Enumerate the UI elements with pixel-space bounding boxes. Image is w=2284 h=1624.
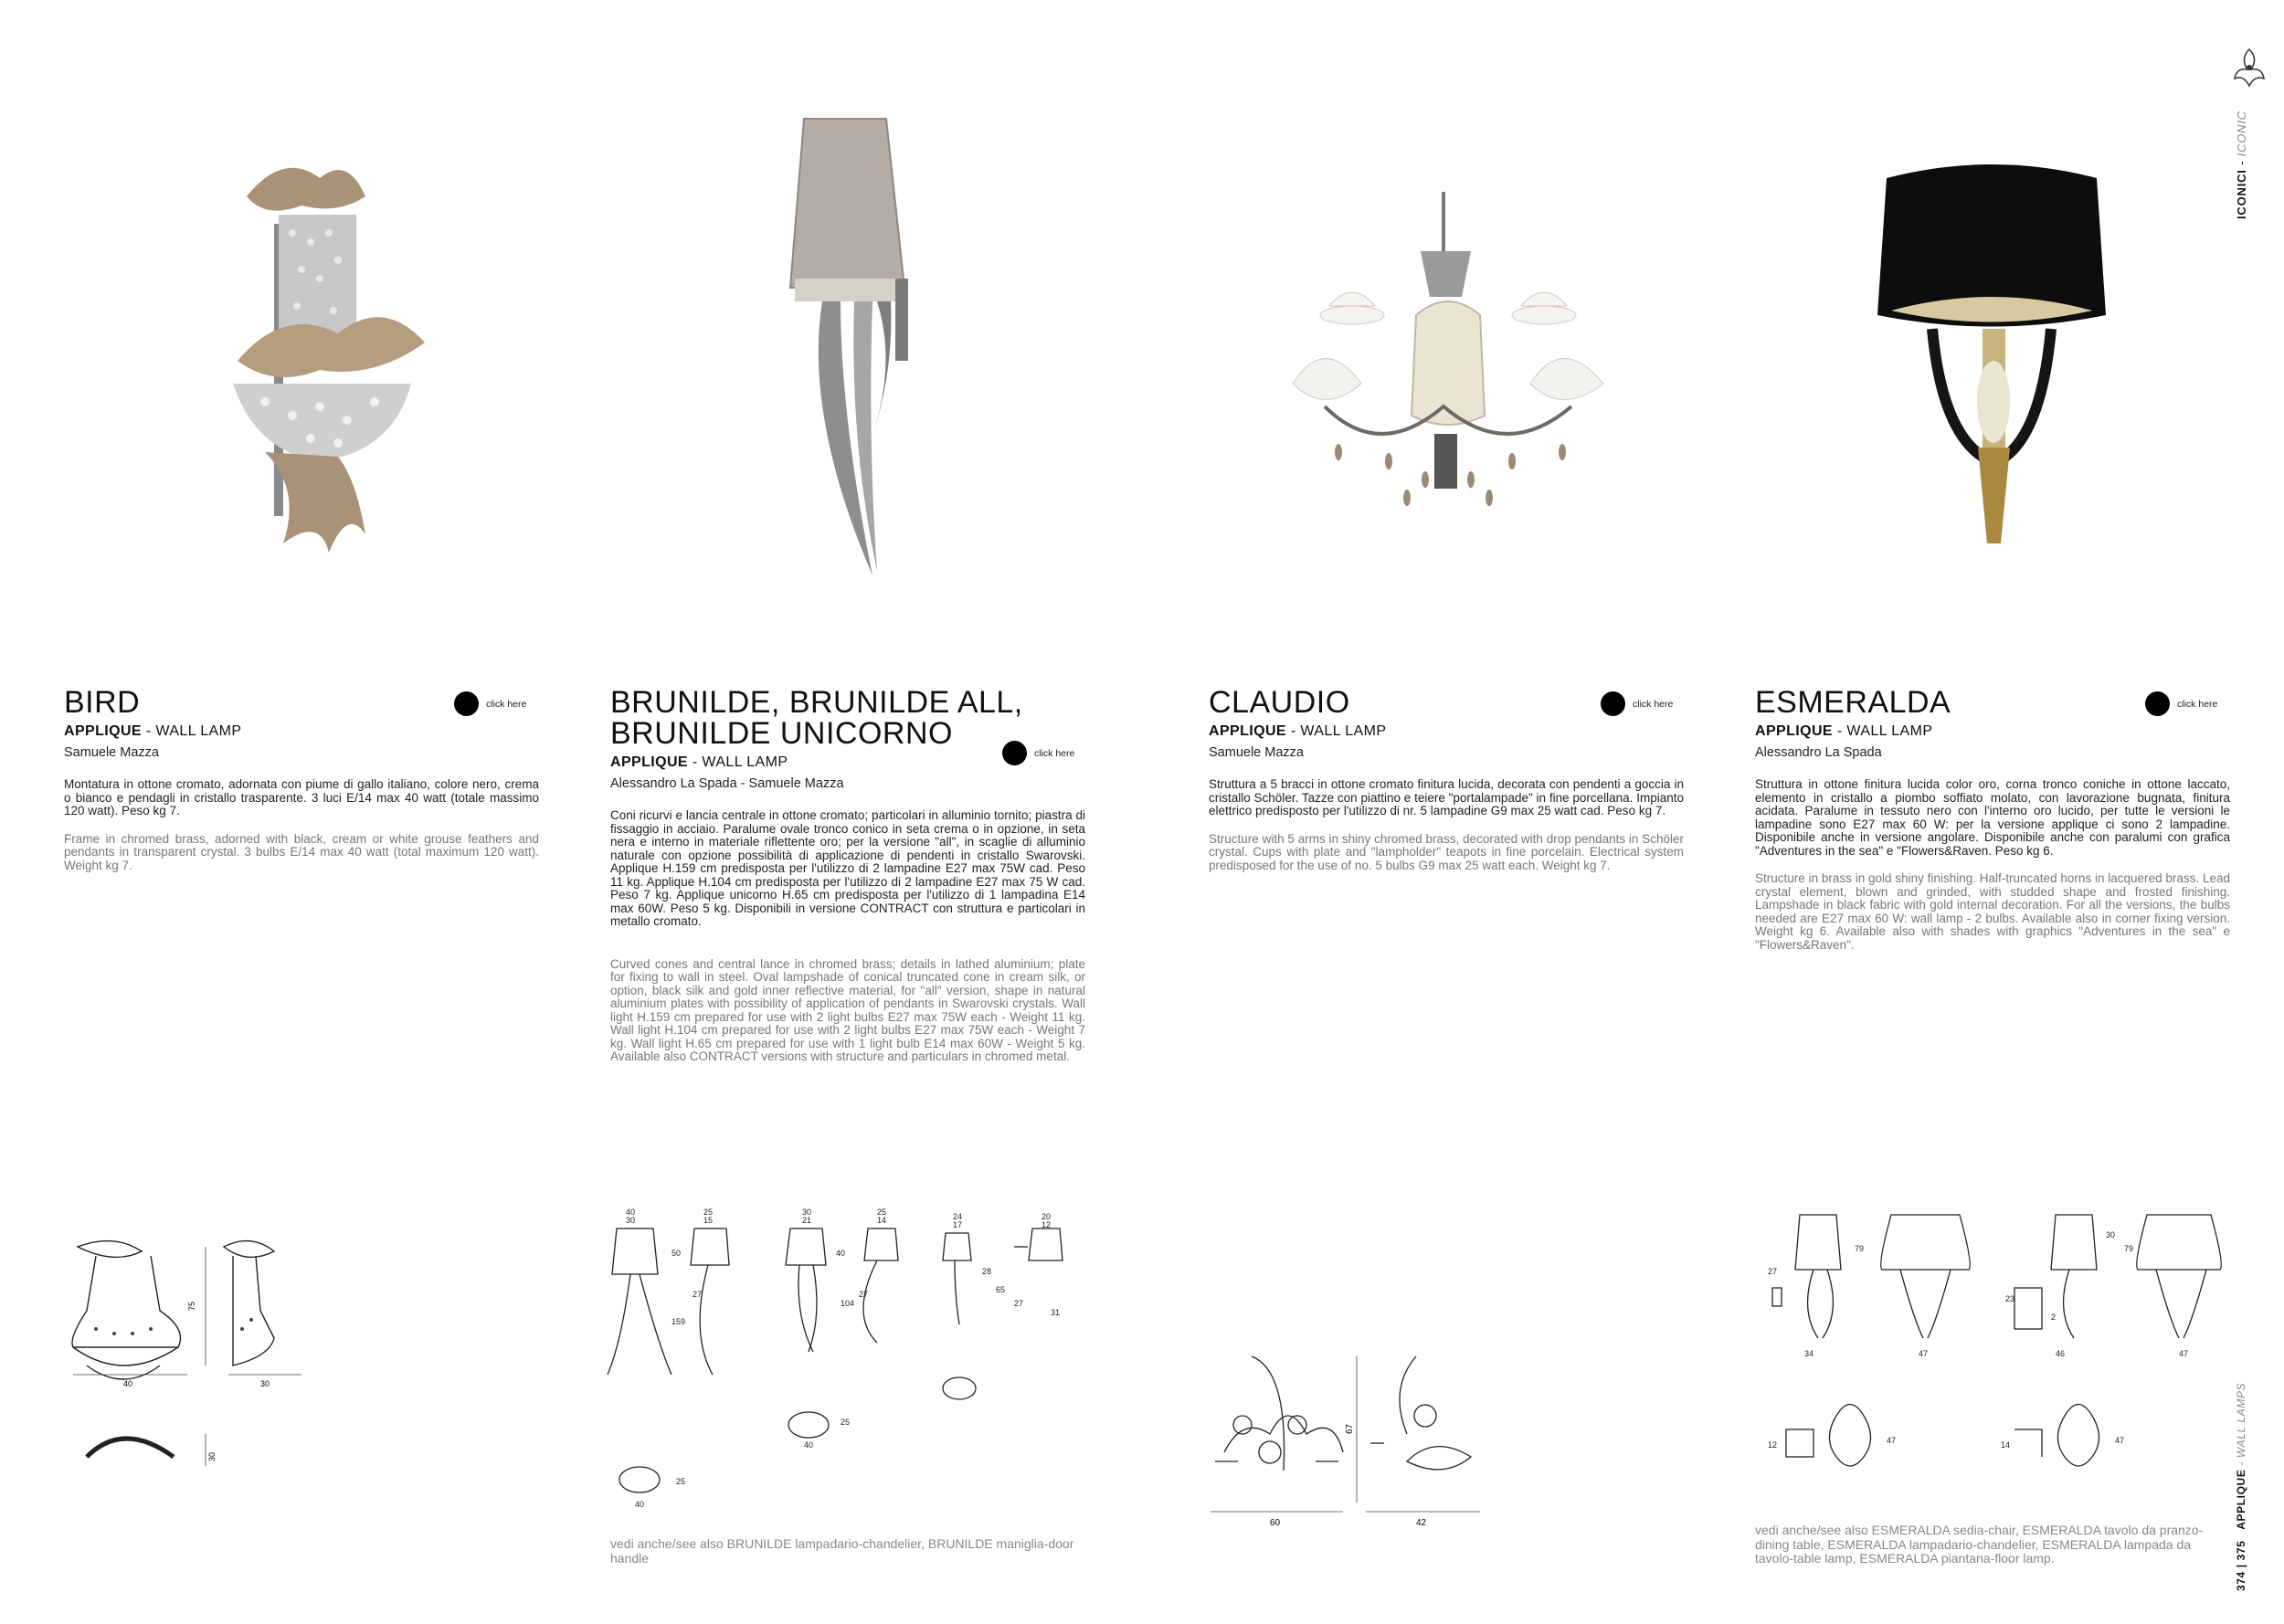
dimension-label: 67 (1345, 1423, 1355, 1434)
dimension-label: 40 (123, 1379, 133, 1388)
description-english: Frame in chromed brass, adorned with black, cream or white grouse feathers and pendants in transparent crystal. 3 bulbs E/14 max 40 watt (total maximum 120 watt). Weight kg 7. (64, 831, 539, 872)
product-designer: Samuele Mazza (1209, 745, 1304, 760)
dimension-label: 17 (953, 1220, 963, 1229)
description-italian: Struttura in ottone finitura lucida color oro, corna tronco coniche in ottone laccato, elemento in cristallo a piombo soffiato molato, con lavorazione bugnata, finitura acidata. Paralume in tessuto nero con l'interno oro lucido, per tutte le versioni le lampadine sono E27 max 60 W: per la versione applique ci sono 2 lampadine. Disponibile anche in versione angolare. Disponibile anche con paralumi con grafica "Adventures in the sea" e "Flowers&Raven. Peso kg 6. (1755, 777, 2230, 858)
dimension-label: 47 (1887, 1436, 1897, 1445)
bird-click-here-button[interactable]: click here (454, 691, 526, 716)
bird-technical-drawing (59, 1238, 324, 1521)
dimension-label: 31 (1051, 1308, 1061, 1317)
product-title: BRUNILDE, BRUNILDE ALL, BRUNILDE UNICORNO (610, 685, 1023, 751)
dimension-label: 14 (2001, 1440, 2011, 1450)
dimension-label: 12 (1042, 1220, 1052, 1229)
description-english: Structure in brass in gold shiny finishing. Half-truncated horns in lacquered brass. Lead crystal element, blown and grinded, with studded shape and frosted finishing. Lampshade in black fabric with gold internal decoration. For all the versions, the bulbs needed are E27 max 60 W: wall lamp - 2 bulbs. Available also in corner fixing version. Weight kg 6. Available also with shades with graphics "Adventures in the sea" e "Flowers&Raven". (1755, 871, 2230, 952)
section-label-vertical: ICONICI - ICONIC (2235, 111, 2248, 219)
dimension-label: 60 (1270, 1518, 1281, 1528)
dimension-label: 47 (2115, 1436, 2125, 1445)
esmeralda-section (1755, 687, 2230, 952)
dimension-label: 30 (802, 1207, 812, 1217)
dimension-label: 34 (1804, 1349, 1814, 1358)
dimension-label: 30 (626, 1216, 636, 1225)
dimension-label: 46 (2056, 1349, 2066, 1358)
dimension-label: 47 (1919, 1349, 1929, 1358)
product-designer: Alessandro La Spada (1755, 745, 1882, 760)
claudio-lamp-photo (1288, 187, 1608, 516)
dimension-label: 25 (676, 1477, 686, 1486)
dimension-label: 24 (953, 1212, 963, 1221)
dimension-label: 14 (877, 1216, 887, 1225)
product-type: APPLIQUE - WALL LAMP (64, 723, 242, 739)
dimension-label: 28 (982, 1267, 992, 1276)
description-italian: Coni ricurvi e lancia centrale in ottone cromato; particolari in alluminio tornito; piastra di fissaggio in acciaio. Paralume ovale tronco conico in seta crema o in opzione, in seta nera e interno in materiale riflettente oro; per la versione "all", in scaglie di alluminio naturale con opzione possibilità di applicazione di pendenti in cristallo Swarovski. Applique H.159 cm predisposta per l'utilizzo di 2 lampadine E27 max 75W cad. Peso 11 kg. Applique H.104 cm predisposta per l'utilizzo di 2 lampadine E27 max 75 W cad. Peso 7 kg. Applique unicorno H.65 cm predisposta per l'utilizzo di 1 lampadina E14 max 60W. Peso 5 kg. Disponibili in versione CONTRACT con struttura e particolari in metallo cromato. (610, 808, 1085, 928)
description-english: Structure with 5 arms in shiny chromed brass, decorated with drop pendants in Schöler crystal. Cups with plate and "lampholder" teapots in fine porcelain. Electrical system predisposed for the use of no. 5 bulbs G9 max 25 watt each. Weight kg 7. (1209, 831, 1684, 872)
dimension-label: 65 (996, 1285, 1006, 1294)
dimension-label: 42 (1416, 1518, 1427, 1528)
dimension-label: 23 (2005, 1294, 2015, 1303)
dimension-label: 12 (1768, 1440, 1778, 1450)
description-english: Curved cones and central lance in chromed brass; details in lathed aluminium; plate for fixing to wall in steel. Oval lampshade of conical truncated cone in cream silk, or option, black silk and gold inner reflective material, for "all" version, shape in natural aluminium plates with possibility of application of pendants in Swarovski crystals. Wall light H.159 cm prepared for use with 2 light bulbs E27 max 75W each - Weight 11 kg. Wall light H.104 cm prepared for use with 2 light bulbs E27 max 75W each - Weight 7 kg. Wall light H.65 cm prepared for use with 1 light bulb E14 max 60W - Weight 5 kg. Available also CONTRACT versions with structure and particulars in chromed metal. (610, 956, 1085, 1063)
dimension-label: 2 (2051, 1313, 2057, 1322)
dimension-label: 21 (802, 1216, 812, 1225)
dimension-label: 27 (1768, 1267, 1778, 1276)
product-designer: Alessandro La Spada - Samuele Mazza (610, 776, 844, 791)
esmeralda-click-here-button[interactable]: click here (2145, 691, 2217, 716)
description-italian: Montatura in ottone cromato, adornata con piume di gallo italiano, colore nero, crema o bianco e pendagli in cristallo trasparente. 3 luci E/14 max 40 watt (totale massimo 120 watt). Peso kg 7. (64, 777, 539, 817)
product-title: BIRD (64, 685, 141, 720)
dimension-label: 27 (1014, 1299, 1024, 1308)
dimension-label: 20 (1042, 1212, 1052, 1221)
product-title: CLAUDIO (1209, 685, 1350, 720)
dimension-label: 25 (703, 1207, 714, 1217)
dimension-label: 79 (2124, 1244, 2134, 1253)
product-designer: Samuele Mazza (64, 745, 159, 760)
dimension-label: 25 (877, 1207, 887, 1217)
dimension-label: 79 (1855, 1244, 1865, 1253)
claudio-click-here-button[interactable]: click here (1601, 691, 1673, 716)
dimension-label: 40 (804, 1440, 814, 1450)
dimension-label: 50 (671, 1249, 682, 1258)
click-dot-icon (2145, 691, 2170, 716)
dimension-label: 25 (841, 1418, 851, 1427)
fleur-logo-icon (2231, 46, 2268, 90)
dimension-label: 104 (841, 1299, 855, 1308)
description-italian: Struttura a 5 bracci in ottone cromato finitura lucida, decorata con pendenti a goccia in cristallo Schöler. Tazze con piattino e teiere "portalampade" in fine porcellana. Impianto elettrico predisposto per l'utilizzo di nr. 5 lampadine G9 max 25 watt cad. Peso kg 7. (1209, 777, 1684, 817)
dimension-label: 27 (693, 1290, 703, 1299)
dimension-label: 27 (859, 1290, 869, 1299)
page-footer-vertical: 374 | 375 APPLIQUE - WALL LAMPS (2235, 1382, 2247, 1591)
esmeralda-technical-drawing (1750, 1210, 2225, 1512)
claudio-technical-drawing (1206, 1352, 1507, 1530)
brunilde-click-here-button[interactable]: click here (1002, 741, 1074, 765)
dimension-label: 40 (635, 1500, 645, 1509)
click-dot-icon (1002, 741, 1027, 765)
product-type: APPLIQUE - WALL LAMP (610, 754, 788, 770)
click-dot-icon (454, 691, 479, 716)
product-type: APPLIQUE - WALL LAMP (1209, 723, 1387, 739)
dimension-label: 40 (836, 1249, 846, 1258)
brunilde-technical-drawing (603, 1206, 1096, 1521)
dimension-label: 40 (626, 1207, 636, 1217)
dimension-label: 15 (703, 1216, 714, 1225)
product-title: ESMERALDA (1755, 685, 1951, 720)
product-type: APPLIQUE - WALL LAMP (1755, 723, 1933, 739)
page-numbers: 374 | 375 (2235, 1540, 2247, 1591)
dimension-label: 30 (207, 1451, 217, 1461)
dimension-label: 47 (2179, 1349, 2189, 1358)
click-dot-icon (1601, 691, 1625, 716)
dimension-label: 30 (260, 1379, 270, 1388)
dimension-label: 75 (187, 1301, 196, 1311)
dimension-label: 159 (671, 1317, 686, 1326)
brunilde-lamp-photo (786, 114, 923, 580)
brunilde-see-also: vedi anche/see also BRUNILDE lampadario-chandelier, BRUNILDE maniglia-door handle (610, 1536, 1074, 1566)
esmeralda-lamp-photo (1877, 155, 2106, 548)
bird-lamp-photo (228, 151, 439, 562)
esmeralda-see-also: vedi anche/see also ESMERALDA sedia-chair, ESMERALDA tavolo da pranzo-dining table, ESMERALDA lampadario-chandelier, ESMERALDA lampada da tavolo-table lamp, ESMERALDA piantana-floor lamp. (1755, 1523, 2204, 1566)
dimension-label: 30 (2106, 1230, 2116, 1239)
